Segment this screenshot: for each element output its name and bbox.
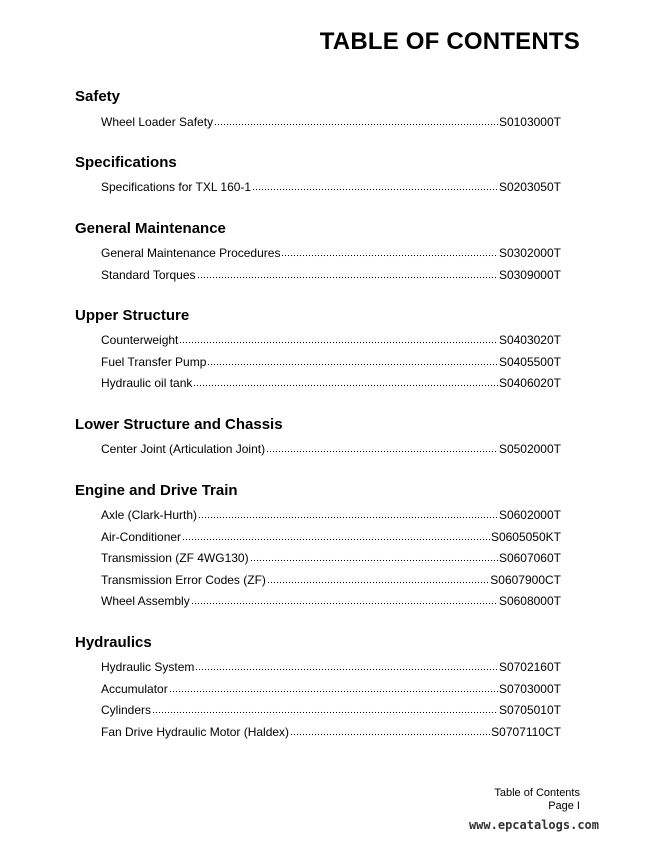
dot-leader [152,702,498,714]
entry-label: Wheel Loader Safety [101,115,214,129]
entry-code: S0302000T [498,246,561,260]
toc-entry[interactable] [101,550,561,566]
dot-leader [197,267,498,279]
toc-entry[interactable] [101,659,561,675]
page-title: TABLE OF CONTENTS [319,28,580,55]
dot-leader [198,507,498,519]
entry-code: S0406020T [498,376,561,390]
entry-label: Transmission (ZF 4WG130) [101,551,249,565]
dot-leader [214,114,498,126]
toc-entry[interactable] [101,114,561,130]
dot-leader [195,659,498,671]
dot-leader [250,550,498,562]
entry-label: Fuel Transfer Pump [101,355,207,369]
toc-entry[interactable] [101,702,561,718]
watermark-url: www.epcatalogs.com [468,818,599,832]
entry-code: S0309000T [498,268,561,282]
dot-leader [266,441,498,453]
entry-label: Center Joint (Articulation Joint) [101,442,266,456]
toc-entry[interactable] [101,245,561,261]
entry-code: S0602000T [498,508,561,522]
page-footer [494,787,580,813]
toc-entry[interactable] [101,332,561,348]
entry-label: General Maintenance Procedures [101,246,281,260]
toc-entry[interactable] [101,724,561,740]
entry-label: Transmission Error Codes (ZF) [101,573,266,587]
entry-code: S0605050KT [490,530,561,544]
dot-leader [179,332,498,344]
entry-label: Fan Drive Hydraulic Motor (Haldex) [101,725,290,739]
entry-label: Air-Conditioner [101,530,182,544]
entry-label: Hydraulic oil tank [101,376,193,390]
section-title: Safety [75,88,121,105]
entry-code: S0103000T [498,115,561,129]
entry-label: Counterweight [101,333,179,347]
toc-entry[interactable] [101,179,561,195]
section-title: Engine and Drive Train [75,482,238,499]
entry-label: Axle (Clark-Hurth) [101,508,198,522]
entry-label: Hydraulic System [101,660,195,674]
entry-code: S0203050T [498,180,561,194]
entry-code: S0607900CT [490,573,561,587]
toc-entry[interactable] [101,681,561,697]
section-title: Specifications [75,154,177,171]
entry-code: S0707110CT [491,725,561,739]
dot-leader [281,245,498,257]
entry-label: Accumulator [101,682,168,696]
toc-entry[interactable] [101,267,561,283]
entry-code: S0608000T [498,594,561,608]
entry-label: Standard Torques [101,268,196,282]
entry-code: S0705010T [498,703,561,717]
toc-entry[interactable] [101,354,561,370]
entry-label: Specifications for TXL 160-1 [101,180,252,194]
entry-label: Wheel Assembly [101,594,190,608]
dot-leader [252,179,498,191]
section-title: Lower Structure and Chassis [75,416,283,433]
dot-leader [207,354,498,366]
entry-code: S0703000T [498,682,561,696]
dot-leader [267,572,489,584]
footer-section-label: Table of Contents [494,787,580,799]
dot-leader [193,375,498,387]
section-title: Hydraulics [75,634,152,651]
toc-entry[interactable] [101,572,561,588]
footer-page-number: Page I [548,800,580,812]
dot-leader [182,529,490,541]
dot-leader [169,681,498,693]
entry-code: S0403020T [498,333,561,347]
entry-label: Cylinders [101,703,152,717]
toc-entry[interactable] [101,507,561,523]
section-title: Upper Structure [75,307,190,324]
section-title: General Maintenance [75,220,226,237]
toc-entry[interactable] [101,529,561,545]
toc-entry[interactable] [101,593,561,609]
entry-code: S0502000T [498,442,561,456]
dot-leader [191,593,498,605]
toc-entry[interactable] [101,441,561,457]
dot-leader [290,724,490,736]
toc-entry[interactable] [101,375,561,391]
entry-code: S0607060T [498,551,561,565]
entry-code: S0702160T [498,660,561,674]
entry-code: S0405500T [498,355,561,369]
